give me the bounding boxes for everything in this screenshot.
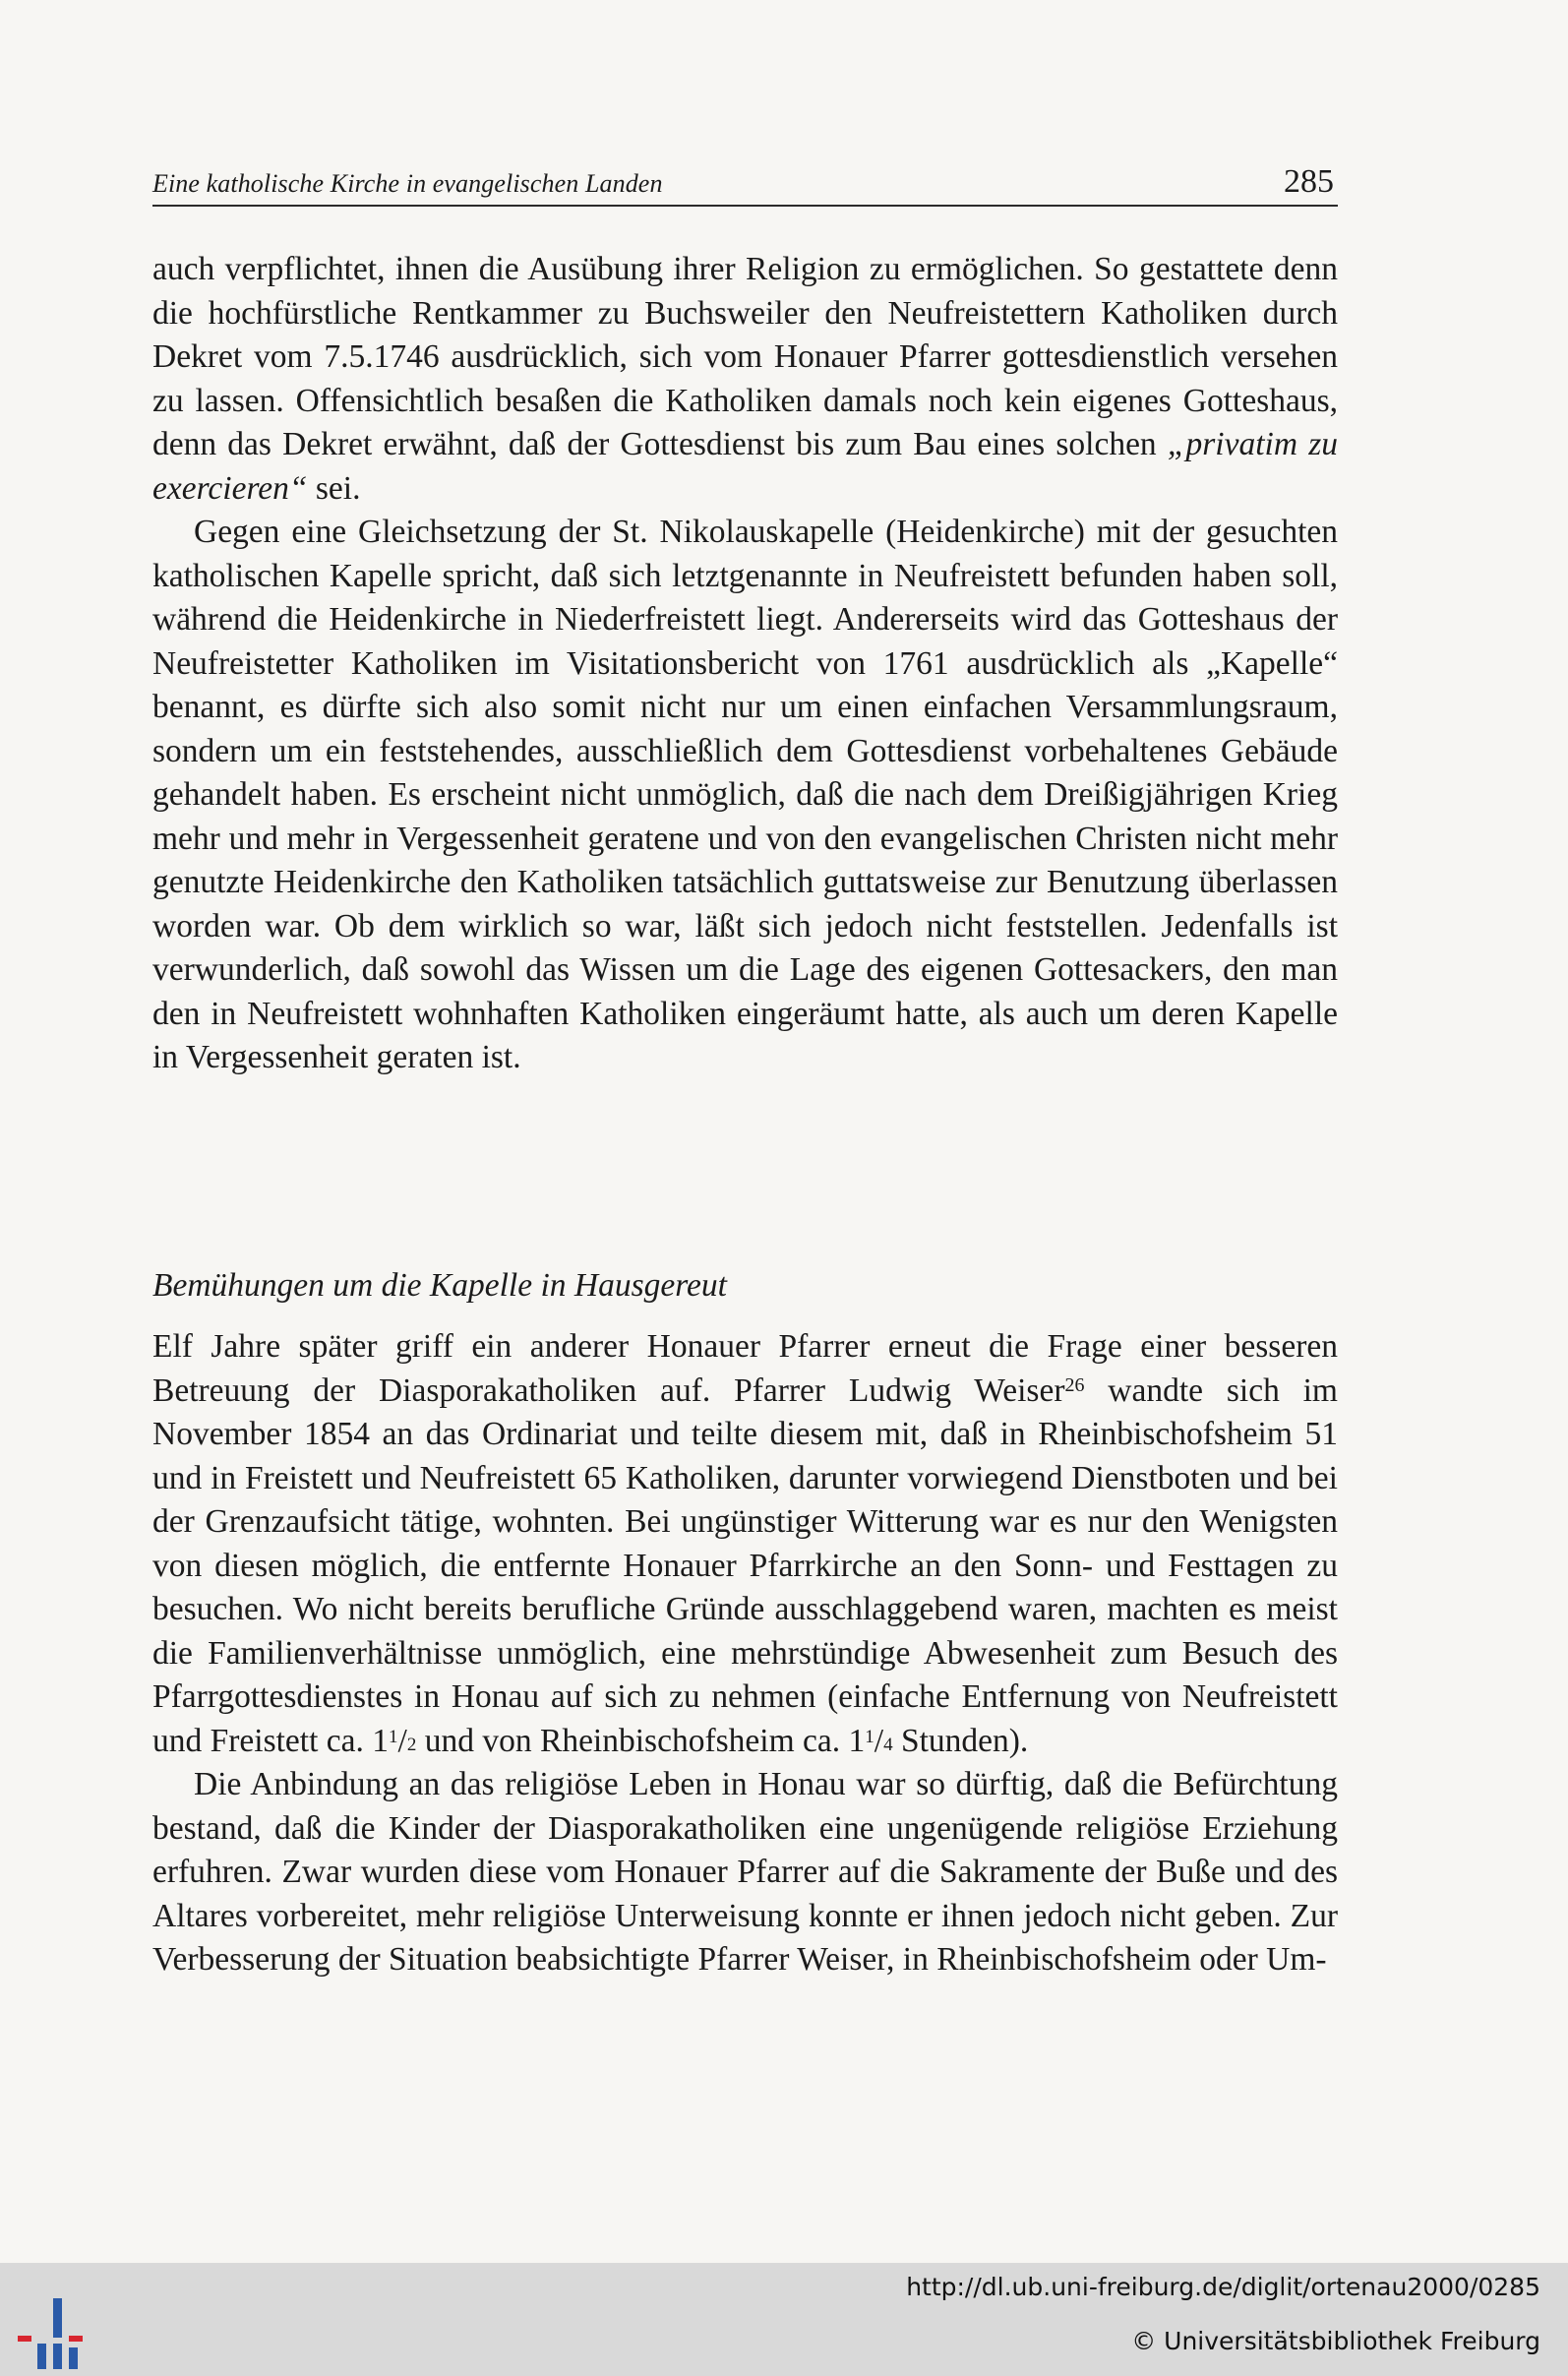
logo-blue-bar-left	[37, 2344, 46, 2369]
paragraph-3-d: Stunden).	[892, 1722, 1029, 1759]
page-number: 285	[1284, 163, 1334, 200]
fraction-one-and-quarter: $1^1/_4$	[848, 1722, 893, 1759]
library-logo-icon	[14, 2292, 102, 2373]
fraction-1-whole: 1	[372, 1722, 390, 1759]
paragraph-1-quote: „privatim zu exercieren“	[152, 426, 1338, 507]
paragraph-2: Gegen eine Gleichsetzung der St. Nikolauskapelle (Heidenkirche) mit der gesuchten katholischen Kapelle spricht, daß sich letztgenannte in Neufreistett befunden haben soll, während die Heidenkirche in Niederfreistett liegt. Andererseits wird das Gotteshaus der Neufreistetter Katholiken im Visitationsbericht von 1761 ausdrücklich als „Kapelle“ benannt, es dürfte sich also somit nicht nur um einen einfachen Versammlungsraum, sondern um ein feststehendes, ausschließlich dem Gottesdienst vorbehaltenes Gebäude gehandelt haben. Es erscheint nicht unmöglich, daß die nach dem Dreißigjährigen Krieg mehr und mehr in Vergessenheit geratene und von den evangelischen Christen nicht mehr genutzte Heidenkirche den Katholiken tatsächlich guttatsweise zur Benutzung überlassen worden war. Ob dem wirklich so war, läßt sich jedoch nicht feststellen. Jedenfalls ist verwunderlich, daß sowohl das Wissen um die Lage des eigenen Gottesackers, den man den in Neufreistett wohnhaften Katholiken eingeräumt hatte, als auch um deren Kapelle in Vergessenheit geraten ist.	[152, 514, 1338, 1075]
paragraph-1	[152, 248, 1338, 511]
paragraph-1-end: sei.	[307, 469, 361, 507]
running-head-title: Eine katholische Kirche in evangelischen Landen	[152, 169, 663, 198]
fraction-one-and-half: $1^1/_2$	[372, 1722, 417, 1759]
logo-blue-bar	[53, 2298, 62, 2338]
paragraph-3-a: Elf Jahre später griff ein anderer Honauer Pfarrer erneut die Frage einer besseren Betreuung der Diasporakatholiken auf. Pfarrer Ludwig Weiser	[152, 1328, 1338, 1409]
paragraph-1-text: auch verpflichtet, ihnen die Ausübung ihrer Religion zu ermöglichen. So gestattete denn die hochfürstliche Rentkammer zu Buchsweiler den Neufreistettern Katholiken durch Dekret vom 7.5.1746 ausdrücklich, sich vom Honauer Pfarrer gottesdienstlich versehen zu lassen. Offensichtlich besaßen die Katholiken damals noch kein eigenes Gotteshaus, denn das Dekret erwähnt, daß der Gottesdienst bis zum Bau eines solchen	[152, 251, 1338, 462]
logo-blue-bar-low	[53, 2344, 62, 2369]
fraction-1-numerator: 1	[389, 1726, 398, 1747]
fraction-1-denominator: 2	[406, 1734, 417, 1755]
paragraph-3	[152, 1325, 1338, 1763]
logo-blue-bar-right	[69, 2347, 78, 2369]
running-head	[152, 157, 1338, 207]
source-url-link[interactable]: http://dl.ub.uni-freiburg.de/diglit/ortenau2000/0285	[906, 2273, 1540, 2301]
fraction-2-numerator: 1	[865, 1726, 874, 1747]
paragraph-4: Die Anbindung an das religiöse Leben in Honau war so dürftig, daß die Befürchtung bestand, daß die Kinder der Diasporakatholiken eine ungenügende religiöse Erziehung erfuhren. Zwar wurden diese vom Honauer Pfarrer auf die Sakramente der Buße und des Altares vorbereitet, mehr religiöse Unterweisung konnte er ihnen jedoch nicht geben. Zur Verbesserung der Situation beabsichtigte Pfarrer Weiser, in Rheinbischofsheim oder Um-	[152, 1766, 1338, 1978]
fraction-2-denominator: 4	[883, 1734, 893, 1755]
text-block-lower	[152, 1325, 1338, 1982]
paragraph-3-c: und von Rheinbischofsheim ca.	[416, 1722, 849, 1759]
section-heading: Bemühungen um die Kapelle in Hausgereut	[152, 1267, 727, 1304]
footnote-marker: 26	[1064, 1373, 1085, 1396]
paragraph-3-b: wandte sich im November 1854 an das Ordinariat und teilte diesem mit, daß in Rheinbischofsheim 51 und in Freistett und Neufreistett 65 Katholiken, darunter vorwiegend Dienstboten und bei der Grenzaufsicht tätige, wohnten. Bei ungünstiger Witterung war es nur den Wenigsten von diesen möglich, die entfernte Honauer Pfarrkirche an den Sonn- und Festtagen zu besuchen. Wo nicht bereits berufliche Gründe ausschlaggebend waren, machten es meist die Familienverhältnisse unmöglich, eine mehrstündige Abwesenheit zum Besuch des Pfarrgottesdienstes in Honau auf sich zu nehmen (einfache Entfernung von Neufreistett und Freistett ca.	[152, 1371, 1338, 1759]
logo-red-dash-right	[69, 2336, 83, 2342]
copyright-notice: © Universitätsbibliothek Freiburg	[1131, 2327, 1540, 2355]
logo-red-dash-left	[18, 2336, 31, 2342]
fraction-2-whole: 1	[848, 1722, 866, 1759]
text-block-upper	[152, 248, 1338, 1080]
